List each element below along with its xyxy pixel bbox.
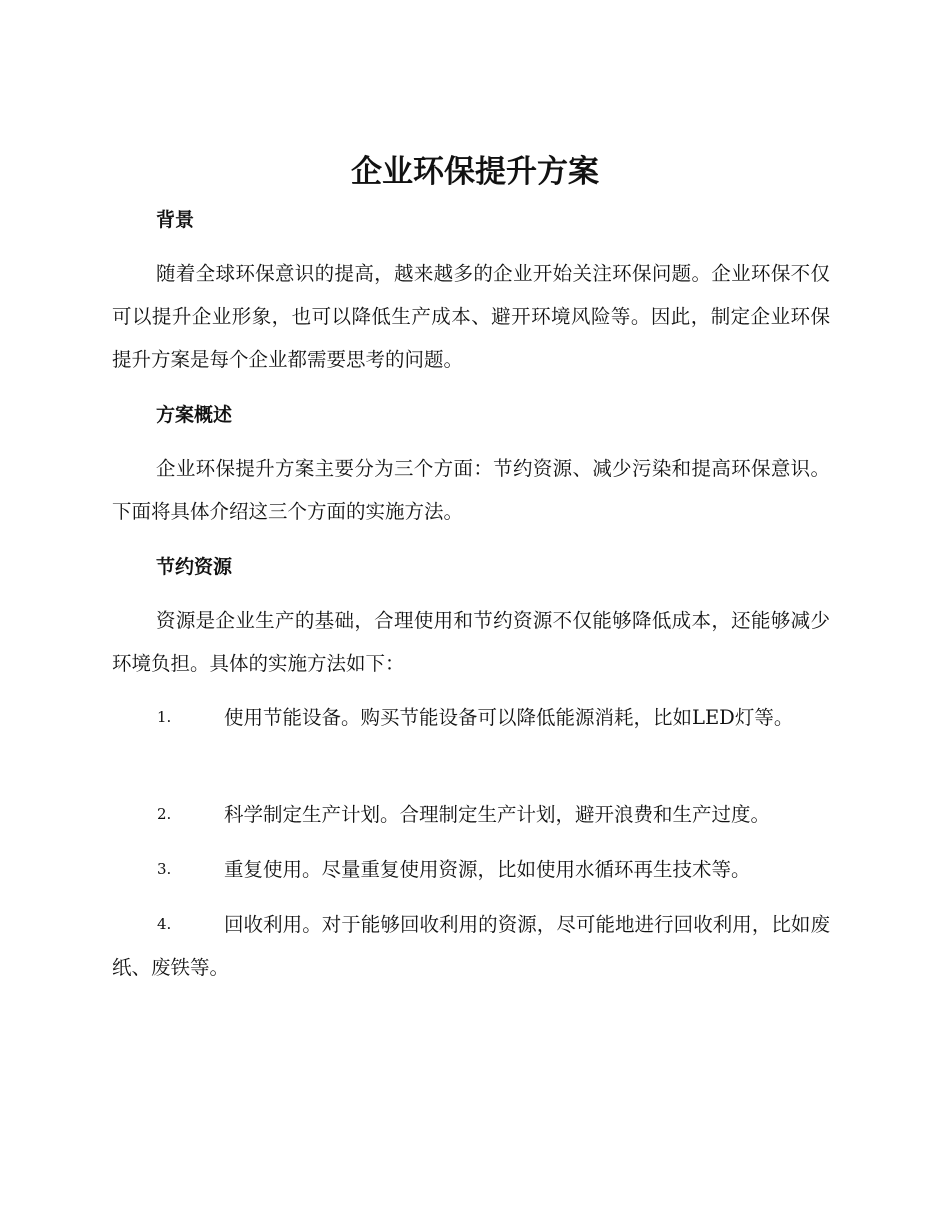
list-item-number: 4.: [157, 915, 172, 933]
list-item: [112, 696, 830, 739]
section-paragraph-save-resources: 资源是企业生产的基础，合理使用和节约资源不仅能够降低成本，还能够减少环境负担。具体的实施方法如下：: [112, 609, 830, 675]
section-heading-save-resources: 节约资源: [156, 556, 233, 578]
list-item-text: 回收利用。对于能够回收利用的资源，尽可能地进行回收利用，比如废纸、废铁等。: [112, 913, 830, 979]
list-item-text: 重复使用。尽量重复使用资源，比如使用水循环再生技术等。: [224, 858, 751, 881]
list-item: [112, 793, 830, 836]
list-item-number: 3.: [157, 860, 172, 878]
section-paragraph-overview: 企业环保提升方案主要分为三个方面：节约资源、减少污染和提高环保意识。下面将具体介绍这三个方面的实施方法。: [112, 457, 830, 523]
list-item: [112, 848, 830, 891]
list-item-number: 2.: [157, 805, 172, 823]
list-item-text: 使用节能设备。购买节能设备可以降低能源消耗，比如LED灯等。: [224, 706, 794, 729]
document-title: 企业环保提升方案: [351, 154, 599, 190]
section-heading-overview: 方案概述: [156, 404, 233, 426]
list-item-text: 科学制定生产计划。合理制定生产计划，避开浪费和生产过度。: [224, 803, 771, 826]
section-paragraph-background: 随着全球环保意识的提高，越来越多的企业开始关注环保问题。企业环保不仅可以提升企业形象，也可以降低生产成本、避开环境风险等。因此，制定企业环保提升方案是每个企业都需要思考的问题。: [112, 262, 830, 371]
list-item: [112, 903, 830, 989]
list-item-number: 1.: [157, 708, 172, 726]
section-heading-background: 背景: [156, 209, 195, 231]
